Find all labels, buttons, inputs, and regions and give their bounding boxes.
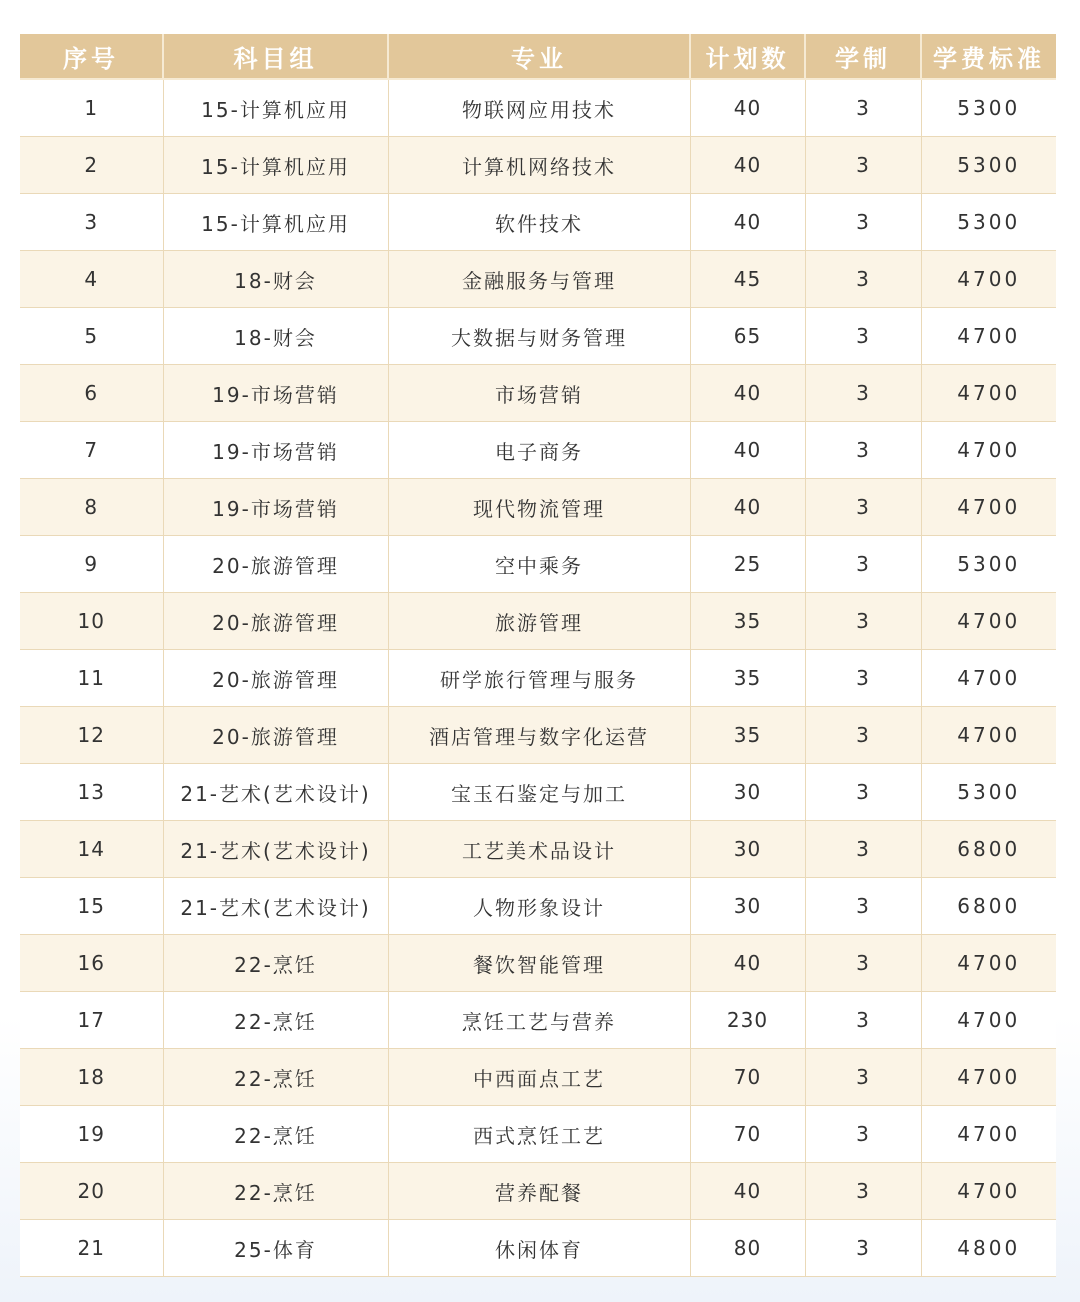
cell-tuition: 4700	[921, 251, 1056, 308]
cell-major: 人物形象设计	[388, 878, 690, 935]
cell-subject-group: 20-旅游管理	[163, 593, 388, 650]
cell-subject-group: 22-烹饪	[163, 1163, 388, 1220]
cell-index: 16	[20, 935, 163, 992]
cell-tuition: 4700	[921, 365, 1056, 422]
cell-major: 旅游管理	[388, 593, 690, 650]
cell-tuition: 4700	[921, 422, 1056, 479]
cell-subject-group: 22-烹饪	[163, 992, 388, 1049]
cell-tuition: 4700	[921, 1106, 1056, 1163]
cell-major: 研学旅行管理与服务	[388, 650, 690, 707]
cell-tuition: 4700	[921, 707, 1056, 764]
cell-subject-group: 21-艺术(艺术设计)	[163, 764, 388, 821]
cell-tuition: 4700	[921, 308, 1056, 365]
cell-subject-group: 19-市场营销	[163, 479, 388, 536]
cell-tuition: 5300	[921, 536, 1056, 593]
cell-plan-count: 30	[690, 821, 805, 878]
cell-index: 6	[20, 365, 163, 422]
cell-major: 酒店管理与数字化运营	[388, 707, 690, 764]
cell-major: 工艺美术品设计	[388, 821, 690, 878]
table-row	[20, 1220, 1056, 1277]
table-row	[20, 251, 1056, 308]
table-row	[20, 79, 1056, 137]
table-row	[20, 878, 1056, 935]
cell-index: 9	[20, 536, 163, 593]
cell-major: 计算机网络技术	[388, 137, 690, 194]
cell-tuition: 4700	[921, 650, 1056, 707]
cell-duration: 3	[805, 1049, 921, 1106]
table-row	[20, 764, 1056, 821]
cell-major: 中西面点工艺	[388, 1049, 690, 1106]
cell-subject-group: 20-旅游管理	[163, 536, 388, 593]
cell-tuition: 4800	[921, 1220, 1056, 1277]
cell-duration: 3	[805, 707, 921, 764]
header-plan-count: 计划数	[690, 34, 805, 79]
cell-subject-group: 22-烹饪	[163, 1049, 388, 1106]
table-row	[20, 1106, 1056, 1163]
header-index: 序号	[20, 34, 163, 79]
cell-index: 17	[20, 992, 163, 1049]
table-row	[20, 422, 1056, 479]
cell-plan-count: 70	[690, 1049, 805, 1106]
cell-major: 西式烹饪工艺	[388, 1106, 690, 1163]
cell-subject-group: 19-市场营销	[163, 365, 388, 422]
cell-index: 1	[20, 79, 163, 137]
cell-plan-count: 230	[690, 992, 805, 1049]
cell-tuition: 5300	[921, 764, 1056, 821]
cell-subject-group: 15-计算机应用	[163, 79, 388, 137]
header-row	[20, 34, 1056, 79]
table-body	[20, 79, 1056, 1277]
cell-duration: 3	[805, 1163, 921, 1220]
cell-duration: 3	[805, 992, 921, 1049]
cell-tuition: 6800	[921, 878, 1056, 935]
cell-plan-count: 45	[690, 251, 805, 308]
cell-major: 物联网应用技术	[388, 79, 690, 137]
table-row	[20, 707, 1056, 764]
table-row	[20, 137, 1056, 194]
table-row	[20, 935, 1056, 992]
cell-duration: 3	[805, 1220, 921, 1277]
cell-duration: 3	[805, 137, 921, 194]
table-row	[20, 1049, 1056, 1106]
cell-plan-count: 70	[690, 1106, 805, 1163]
cell-plan-count: 25	[690, 536, 805, 593]
cell-index: 21	[20, 1220, 163, 1277]
cell-major: 软件技术	[388, 194, 690, 251]
cell-plan-count: 40	[690, 137, 805, 194]
cell-plan-count: 40	[690, 479, 805, 536]
cell-duration: 3	[805, 935, 921, 992]
cell-plan-count: 35	[690, 593, 805, 650]
cell-subject-group: 22-烹饪	[163, 1106, 388, 1163]
cell-index: 11	[20, 650, 163, 707]
cell-duration: 3	[805, 308, 921, 365]
cell-index: 15	[20, 878, 163, 935]
cell-subject-group: 22-烹饪	[163, 935, 388, 992]
header-tuition: 学费标准	[921, 34, 1056, 79]
header-subject-group: 科目组	[163, 34, 388, 79]
table-row	[20, 536, 1056, 593]
cell-subject-group: 18-财会	[163, 308, 388, 365]
table-row	[20, 650, 1056, 707]
cell-index: 19	[20, 1106, 163, 1163]
cell-plan-count: 40	[690, 194, 805, 251]
cell-major: 宝玉石鉴定与加工	[388, 764, 690, 821]
cell-plan-count: 40	[690, 1163, 805, 1220]
cell-tuition: 4700	[921, 935, 1056, 992]
cell-index: 14	[20, 821, 163, 878]
cell-index: 2	[20, 137, 163, 194]
cell-plan-count: 65	[690, 308, 805, 365]
cell-index: 5	[20, 308, 163, 365]
cell-major: 餐饮智能管理	[388, 935, 690, 992]
cell-duration: 3	[805, 422, 921, 479]
cell-tuition: 6800	[921, 821, 1056, 878]
cell-subject-group: 20-旅游管理	[163, 707, 388, 764]
cell-subject-group: 20-旅游管理	[163, 650, 388, 707]
cell-major: 休闲体育	[388, 1220, 690, 1277]
cell-duration: 3	[805, 878, 921, 935]
cell-duration: 3	[805, 79, 921, 137]
cell-index: 4	[20, 251, 163, 308]
header-duration: 学制	[805, 34, 921, 79]
cell-plan-count: 40	[690, 365, 805, 422]
enrollment-plan-table	[20, 34, 1056, 1277]
cell-index: 8	[20, 479, 163, 536]
cell-plan-count: 40	[690, 422, 805, 479]
cell-plan-count: 35	[690, 650, 805, 707]
cell-subject-group: 19-市场营销	[163, 422, 388, 479]
cell-major: 营养配餐	[388, 1163, 690, 1220]
table-row	[20, 992, 1056, 1049]
cell-major: 空中乘务	[388, 536, 690, 593]
cell-duration: 3	[805, 194, 921, 251]
cell-major: 金融服务与管理	[388, 251, 690, 308]
cell-subject-group: 15-计算机应用	[163, 194, 388, 251]
cell-tuition: 4700	[921, 479, 1056, 536]
table-row	[20, 308, 1056, 365]
table-header	[20, 34, 1056, 79]
table-row	[20, 1163, 1056, 1220]
cell-plan-count: 80	[690, 1220, 805, 1277]
cell-major: 现代物流管理	[388, 479, 690, 536]
cell-plan-count: 30	[690, 764, 805, 821]
table-row	[20, 593, 1056, 650]
cell-major: 电子商务	[388, 422, 690, 479]
cell-subject-group: 18-财会	[163, 251, 388, 308]
cell-duration: 3	[805, 479, 921, 536]
table-row	[20, 365, 1056, 422]
cell-plan-count: 30	[690, 878, 805, 935]
header-major: 专业	[388, 34, 690, 79]
enrollment-table-container	[20, 34, 1056, 1277]
cell-tuition: 4700	[921, 992, 1056, 1049]
table-row	[20, 479, 1056, 536]
cell-tuition: 5300	[921, 137, 1056, 194]
cell-tuition: 5300	[921, 79, 1056, 137]
cell-duration: 3	[805, 764, 921, 821]
cell-duration: 3	[805, 251, 921, 308]
cell-major: 烹饪工艺与营养	[388, 992, 690, 1049]
cell-tuition: 4700	[921, 593, 1056, 650]
cell-major: 大数据与财务管理	[388, 308, 690, 365]
cell-tuition: 5300	[921, 194, 1056, 251]
cell-major: 市场营销	[388, 365, 690, 422]
cell-index: 13	[20, 764, 163, 821]
cell-tuition: 4700	[921, 1163, 1056, 1220]
cell-duration: 3	[805, 536, 921, 593]
cell-plan-count: 40	[690, 935, 805, 992]
cell-duration: 3	[805, 1106, 921, 1163]
cell-duration: 3	[805, 365, 921, 422]
table-row	[20, 821, 1056, 878]
cell-plan-count: 35	[690, 707, 805, 764]
cell-duration: 3	[805, 821, 921, 878]
cell-subject-group: 21-艺术(艺术设计)	[163, 821, 388, 878]
table-row	[20, 194, 1056, 251]
cell-index: 20	[20, 1163, 163, 1220]
cell-subject-group: 25-体育	[163, 1220, 388, 1277]
cell-index: 10	[20, 593, 163, 650]
cell-plan-count: 40	[690, 79, 805, 137]
cell-subject-group: 15-计算机应用	[163, 137, 388, 194]
cell-duration: 3	[805, 593, 921, 650]
cell-tuition: 4700	[921, 1049, 1056, 1106]
cell-duration: 3	[805, 650, 921, 707]
cell-index: 3	[20, 194, 163, 251]
cell-index: 7	[20, 422, 163, 479]
cell-index: 12	[20, 707, 163, 764]
cell-index: 18	[20, 1049, 163, 1106]
cell-subject-group: 21-艺术(艺术设计)	[163, 878, 388, 935]
